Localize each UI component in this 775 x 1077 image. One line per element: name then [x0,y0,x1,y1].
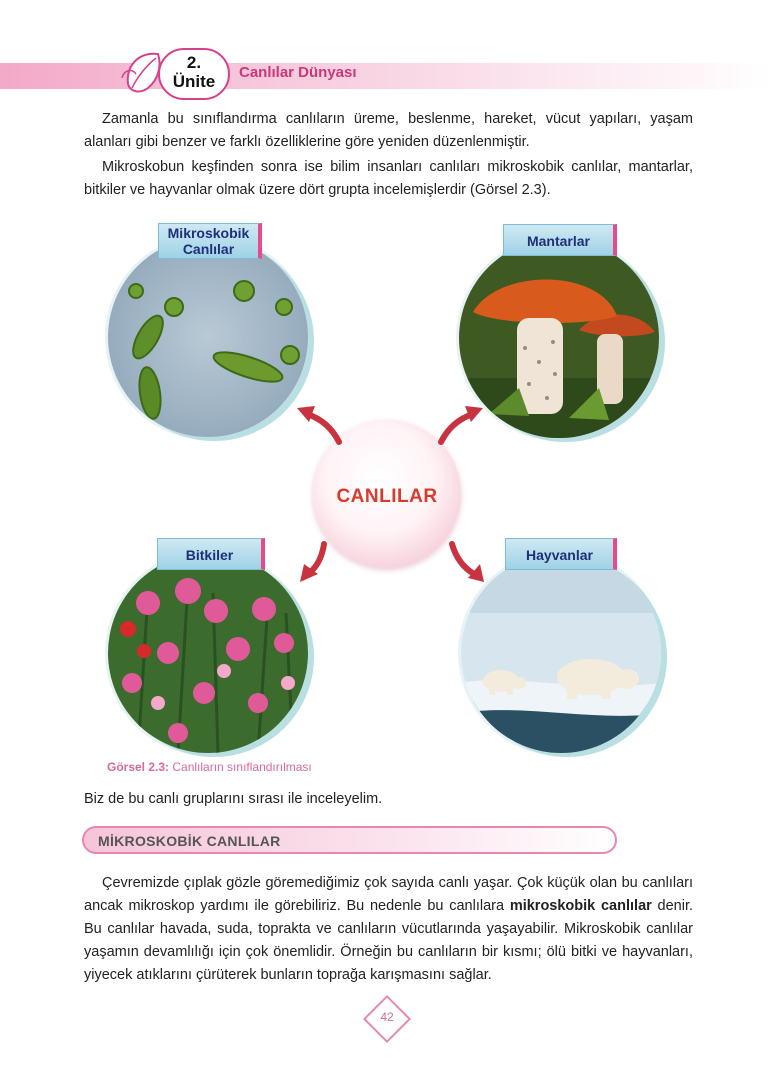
caption-label: Görsel 2.3: [107,760,170,774]
label-animals [505,538,617,570]
arrow-down-left-icon [298,540,346,586]
mushrooms-image [459,238,659,438]
label-microorganisms [158,223,262,259]
caption-text: Canlıların sınıflandırılması [169,760,312,774]
section-body-part1: Çevremizde çıplak gözle göremediğimiz çok sayıda canlı yaşar. Çok küçük olan bu canlıları ancak mikroskop yardımı ile görebiliriz. Bu nedenle bu canlılara [84,875,693,914]
label-animals-text: Hayvanlar [526,547,593,563]
header-band [0,63,775,89]
unit-word: Ünite [172,72,216,91]
figure-caption [107,760,312,774]
arrow-down-right-icon [440,540,488,586]
label-fungi [503,224,617,256]
paragraph-2: Mikroskobun keşfinden sonra ise bilim insanları canlıları mikroskobik canlılar, mantarlar, bitkiler ve hayvanlar olmak üzere dört grupta incelemişlerdir (Görsel 2.3). [84,159,693,198]
unit-badge [158,48,230,100]
microorganisms-image [108,237,308,437]
plants-image [108,553,308,753]
page-number: 42 [380,1010,394,1024]
chapter-title: Canlılar Dünyası [239,64,357,81]
animals-image [461,553,661,753]
paragraph-3: Biz de bu canlı gruplarını sırası ile inceleyelim. [84,791,383,807]
paragraph-1: Zamanla bu sınıflandırma canlıların üreme, beslenme, hareket, vücut yapıları, yaşam alanları gibi benzer ve farklı özelliklerine göre yeniden düzenlenmiştir. [84,111,693,150]
section-body-bold: mikroskobik canlılar [509,898,652,914]
center-label: CANLILAR [336,486,438,507]
label-plants-text: Bitkiler [185,547,234,563]
label-microorganisms-line2: Canlılar [182,241,235,257]
label-fungi-text: Mantarlar [526,233,591,249]
section-title: MİKROSKOBİK CANLILAR [98,833,281,849]
arrow-up-left-icon [295,402,345,446]
label-microorganisms-line1: Mikroskobik [167,225,250,241]
label-plants [157,538,265,570]
section-header [82,826,617,854]
arrow-up-right-icon [435,402,485,446]
section-body [84,872,693,987]
section-body-part2: denir. Bu canlılar havada, suda, toprakta ve canlıların vücutlarında yaşayabilir. Mikroskobik canlılar yaşamın devamlılığı için çok önemlidir. Örneğin bu canlıların bir kısmı; ölü bitki ve hayvanları, yiyecek atıklarını çürüterek bunların toprağa karışmasını sağlar. [84,898,694,983]
unit-number: 2. [186,53,202,72]
